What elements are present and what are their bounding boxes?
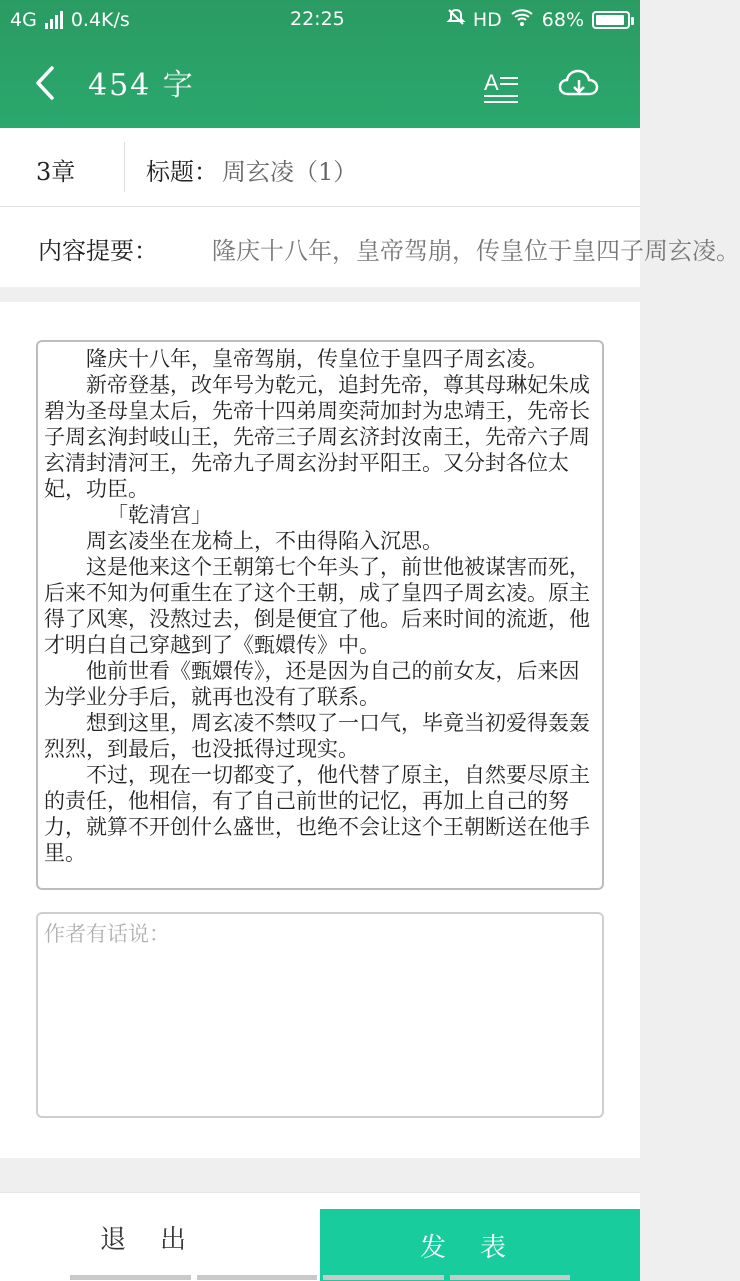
nav-bar [0,40,640,128]
chapter-content-editor[interactable] [36,340,604,890]
gesture-bar [70,1275,570,1280]
summary-label: 内容提要： [38,237,158,265]
word-count-title: 454 字 [88,68,195,103]
author-note-input[interactable] [36,912,604,1118]
paragraph: 这是他来这个王朝第七个年头了，前世他被谋害而死，后来不知为何重生在了这个王朝，成了皇四子周玄凌。原主得了风寒，没熬过去，倒是便宜了他。后来时间的流逝，他才明白自己穿越到了《甄嬛传》中。 [44,555,590,657]
paragraph: 周玄凌坐在龙椅上，不由得陷入沉思。 [86,529,443,553]
summary-input[interactable]: 隆庆十八年，皇帝驾崩，传皇位于皇四子周玄凌。 [212,237,740,265]
paragraph: 他前世看《甄嬛传》，还是因为自己的前女友，后来因为学业分手后，就再也没有了联系。 [44,659,580,709]
title-label: 标题： [146,158,218,186]
divider [124,142,125,192]
signal-icon [45,11,63,29]
chapter-number[interactable]: 3章 [36,158,76,186]
status-bar [0,0,640,40]
publish-button[interactable]: 发表 [320,1209,640,1281]
hd-indicator: HD [472,8,502,31]
back-arrow-icon[interactable] [26,60,66,106]
font-settings-icon[interactable] [482,66,522,106]
paragraph: 隆庆十八年，皇帝驾崩，传皇位于皇四子周玄凌。 [86,347,548,371]
bottom-action-bar [0,1192,640,1281]
author-note-placeholder: 作者有话说： [44,922,170,946]
paragraph: 不过，现在一切都变了，他代替了原主，自然要尽原主的责任，他相信，有了自己前世的记忆，再加上自己的努力，就算不开创什么盛世，也绝不会让这个王朝断送在他手里。 [44,763,590,865]
battery-icon [592,11,630,29]
svg-text:A: A [484,70,499,95]
clock: 22:25 [290,8,345,30]
paragraph: 想到这里，周玄凌不禁叹了一口气，毕竟当初爱得轰轰烈烈，到最后，也没抵得过现实。 [44,711,590,761]
wifi-icon [510,8,534,31]
battery-percent: 68% [541,8,584,31]
network-type: 4G [10,9,37,31]
exit-button[interactable]: 退出 [0,1193,320,1281]
paragraph: 「乾清宫」 [107,503,212,527]
cloud-download-icon[interactable] [558,64,600,106]
summary-row [0,207,740,287]
network-speed: 0.4K/s [70,9,130,31]
mute-icon [447,8,465,31]
chapter-title-row [0,128,640,207]
top-bar [0,0,640,128]
paragraph: 新帝登基，改年号为乾元，追封先帝，尊其母琳妃朱成碧为圣母皇太后，先帝十四弟周奕菏加封为忠靖王，先帝长子周玄洵封岐山王，先帝三子周玄济封汝南王，先帝六子周玄清封清河王，先帝九子周玄汾封平阳王。又分封各位太妃，功臣。 [44,373,590,501]
title-input[interactable]: 周玄凌（1） [222,158,358,186]
